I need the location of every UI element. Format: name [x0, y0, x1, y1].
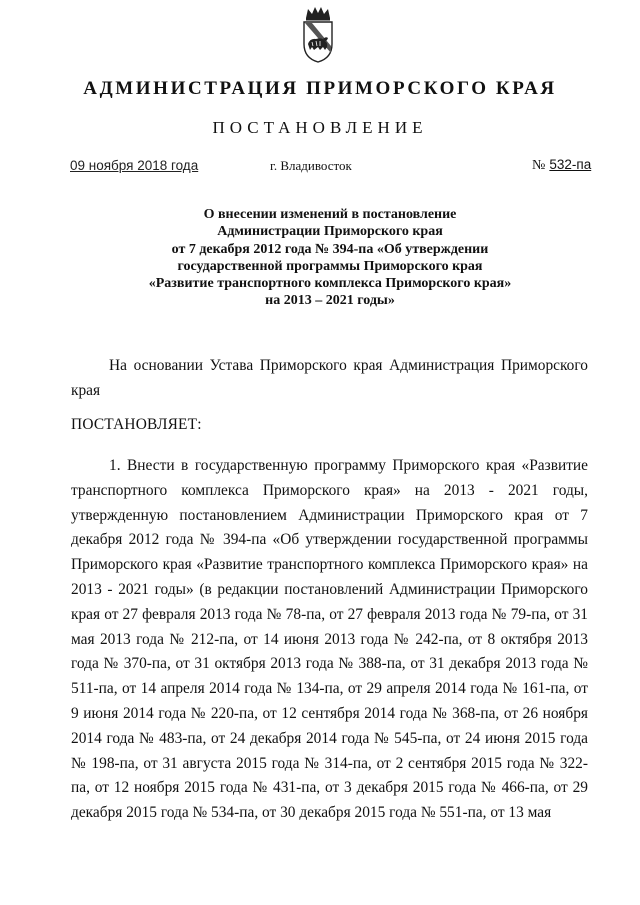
number-prefix: №: [532, 158, 546, 173]
subject-line: «Развитие транспортного комплекса Приморского края»: [148, 276, 512, 292]
subject-line: на 2013 – 2021 годы»: [265, 293, 395, 309]
organization-title: АДМИНИСТРАЦИЯ ПРИМОРСКОГО КРАЯ: [83, 78, 557, 99]
subject-line: государственной программы Приморского края: [177, 258, 483, 274]
document-type: ПОСТАНОВЛЕНИЕ: [212, 118, 428, 137]
intro-paragraph: На основании Устава Приморского края Администрация Приморского края: [71, 357, 588, 399]
document-date: 09 ноября 2018 года: [70, 158, 199, 173]
subject-line: О внесении изменений в постановление: [203, 207, 457, 222]
subject-line: Администрации Приморского края: [217, 224, 443, 240]
document-subject: [100, 206, 560, 310]
number-value: 532-па: [549, 157, 592, 172]
subject-line: от 7 декабря 2012 года № 394-па «Об утверждении: [171, 241, 489, 257]
coat-of-arms-icon: [298, 6, 338, 64]
item-1-paragraph: 1. Внести в государственную программу Приморского края «Развитие транспортного комплекса Приморского края» на 2013 - 2021 годы, утвержденную постановлением Администрации Приморского края от 7 декабря 2012 года № 394-па «Об утверждении государственной программы Приморского края «Развитие транспортного комплекса Приморского края» на 2013 - 2021 годы» (в редакции постановлений Администрации Приморского края от 27 февраля 2013 года № 78-па, от 27 февраля 2013 года № 79-па, от 31 мая 2013 года № 212-па, от 14 июня 2013 года № 242-па, от 8 октября 2013 года № 370-па, от 31 октября 2013 года № 388-па, от 31 декабря 2013 года № 511-па, от 14 апреля 2014 года № 134-па, от 29 апреля 2014 года № 161-па, от 9 июня 2014 года № 220-па, от 12 сентября 2014 года № 368-па, от 26 ноября 2014 года № 483-па, от 24 декабря 2014 года № 545-па, от 24 июня 2015 года № 198-па, от 31 августа 2015 года № 314-па, от 2 сентября 2015 года № 322-па, от 12 ноября 2015 года № 431-па, от 3 декабря 2015 года № 466-па, от 29 декабря 2015 года № 534-па, от 30 декабря 2015 года № 551-па, от 13 мая: [71, 457, 588, 822]
document-number: [532, 157, 591, 174]
resolve-heading: ПОСТАНОВЛЯЕТ:: [71, 416, 202, 433]
document-city: г. Владивосток: [270, 158, 352, 173]
